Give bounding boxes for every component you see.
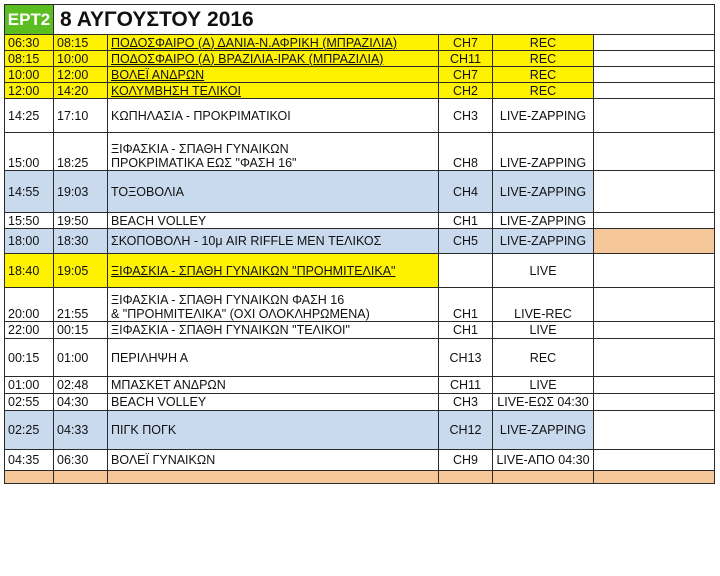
program-title-cell [108,377,439,394]
end-time-cell: 04:33 [54,411,108,450]
program-title-line: ΞΙΦΑΣΚΙΑ - ΣΠΑΘΗ ΓΥΝΑΙΚΩΝ ΦΑΣΗ 16 [111,293,345,307]
start-time-cell: 02:25 [5,411,54,450]
channel-cell: CH7 [439,67,493,83]
notes-cell [594,213,715,229]
schedule-row [5,394,715,411]
channel-cell: CH9 [439,450,493,471]
end-time-cell: 01:00 [54,339,108,377]
start-time-cell: 15:50 [5,213,54,229]
notes-cell [594,171,715,213]
notes-cell [594,67,715,83]
program-title-cell [108,35,439,51]
channel-cell: CH1 [439,288,493,322]
status-cell: LIVE-REC [493,288,594,322]
program-title-cell [108,229,439,254]
program-title-cell [108,339,439,377]
status-cell: LIVE-ZAPPING [493,229,594,254]
channel-cell: CH11 [439,377,493,394]
program-title-line: ΒΟΛΕΪ ΑΝΔΡΩΝ [111,67,205,82]
program-title-line: ΠΟΔΟΣΦΑΙΡΟ (Α) ΔΑΝΙΑ-Ν.ΑΦΡΙΚΗ (ΜΠΡΑΖΙΛΙΑ) [111,35,397,50]
start-time-cell: 10:00 [5,67,54,83]
program-title-line: ΠΟΔΟΣΦΑΙΡΟ (Α) ΒΡΑΖΙΛΙΑ-ΙΡΑΚ (ΜΠΡΑΖΙΛΙΑ) [111,51,384,66]
program-title-cell [108,254,439,288]
end-time-cell: 19:50 [54,213,108,229]
footer-cell [493,471,594,484]
notes-cell [594,411,715,450]
notes-cell [594,133,715,171]
end-time-cell: 18:25 [54,133,108,171]
channel-logo: ΕΡΤ2 [5,5,54,35]
program-title-line: ΠΡΟΚΡΙΜΑΤΙΚΑ ΕΩΣ "ΦΑΣΗ 16" [111,156,297,170]
end-time-cell: 19:03 [54,171,108,213]
schedule-sheet [4,4,714,484]
channel-cell: CH5 [439,229,493,254]
program-title-line: ΣΚΟΠΟΒΟΛΗ - 10μ AIR RIFFLE MEN ΤΕΛΙΚΟΣ [111,234,382,248]
end-time-cell: 18:30 [54,229,108,254]
program-title-cell [108,322,439,339]
schedule-row [5,51,715,67]
footer-cell [594,471,715,484]
program-title-line: BEACH VOLLEY [111,395,207,409]
program-title-cell [108,67,439,83]
start-time-cell: 15:00 [5,133,54,171]
start-time-cell: 08:15 [5,51,54,67]
program-title-cell [108,450,439,471]
status-cell: LIVE [493,322,594,339]
footer-cell [5,471,54,484]
program-title-line: ΜΠΑΣΚΕΤ ΑΝΔΡΩΝ [111,378,226,392]
status-cell: REC [493,67,594,83]
program-title-cell [108,83,439,99]
status-cell: LIVE-ZAPPING [493,133,594,171]
notes-cell [594,254,715,288]
start-time-cell: 02:55 [5,394,54,411]
status-cell: LIVE-ZAPPING [493,411,594,450]
status-cell: REC [493,35,594,51]
status-cell: LIVE-ΕΩΣ 04:30 [493,394,594,411]
schedule-row [5,99,715,133]
channel-cell: CH1 [439,213,493,229]
schedule-table [4,4,715,484]
start-time-cell: 22:00 [5,322,54,339]
program-title-line: & "ΠΡΟΗΜΙΤΕΛΙΚΑ" (ΟΧΙ ΟΛΟΚΛΗΡΩΜΕΝΑ) [111,307,370,321]
start-time-cell: 14:55 [5,171,54,213]
program-title-cell [108,51,439,67]
program-title-cell [108,394,439,411]
schedule-row [5,133,715,171]
schedule-row [5,213,715,229]
start-time-cell: 12:00 [5,83,54,99]
start-time-cell: 20:00 [5,288,54,322]
start-time-cell: 04:35 [5,450,54,471]
schedule-row [5,377,715,394]
footer-row [5,471,715,484]
channel-cell: CH3 [439,99,493,133]
end-time-cell: 04:30 [54,394,108,411]
end-time-cell: 14:20 [54,83,108,99]
program-title-line: ΠΙΓΚ ΠΟΓΚ [111,423,177,437]
channel-cell: CH8 [439,133,493,171]
schedule-row [5,450,715,471]
end-time-cell: 06:30 [54,450,108,471]
start-time-cell: 14:25 [5,99,54,133]
program-title-cell [108,288,439,322]
schedule-row [5,229,715,254]
program-title-cell [108,99,439,133]
schedule-row [5,171,715,213]
program-title-cell [108,411,439,450]
channel-cell: CH7 [439,35,493,51]
channel-cell: CH12 [439,411,493,450]
channel-cell: CH4 [439,171,493,213]
end-time-cell: 17:10 [54,99,108,133]
status-cell: REC [493,83,594,99]
program-title-line: ΒΟΛΕΪ ΓΥΝΑΙΚΩΝ [111,453,216,467]
start-time-cell: 00:15 [5,339,54,377]
program-title-line: ΤΟΞΟΒΟΛΙΑ [111,184,184,199]
notes-cell [594,51,715,67]
notes-cell [594,339,715,377]
channel-cell [439,254,493,288]
program-title-cell [108,133,439,171]
schedule-date: 8 ΑΥΓΟΥΣΤΟΥ 2016 [54,5,715,35]
channel-cell: CH13 [439,339,493,377]
program-title-line: ΚΩΠΗΛΑΣΙΑ - ΠΡΟΚΡΙΜΑΤΙΚΟΙ [111,108,291,123]
notes-cell [594,99,715,133]
program-title-line: ΚΟΛΥΜΒΗΣΗ ΤΕΛΙΚΟΙ [111,83,241,98]
status-cell: REC [493,51,594,67]
status-cell: REC [493,339,594,377]
status-cell: LIVE-ZAPPING [493,171,594,213]
notes-cell [594,322,715,339]
footer-cell [54,471,108,484]
notes-cell [594,450,715,471]
start-time-cell: 18:40 [5,254,54,288]
status-cell: LIVE [493,377,594,394]
start-time-cell: 01:00 [5,377,54,394]
schedule-row [5,67,715,83]
program-title-line: ΞΙΦΑΣΚΙΑ - ΣΠΑΘΗ ΓΥΝΑΙΚΩΝ "ΤΕΛΙΚΟΙ" [111,323,350,337]
status-cell: LIVE-ZAPPING [493,213,594,229]
schedule-row [5,254,715,288]
status-cell: LIVE-ZAPPING [493,99,594,133]
end-time-cell: 00:15 [54,322,108,339]
program-title-cell [108,213,439,229]
end-time-cell: 10:00 [54,51,108,67]
notes-cell [594,229,715,254]
channel-cell: CH2 [439,83,493,99]
start-time-cell: 06:30 [5,35,54,51]
end-time-cell: 08:15 [54,35,108,51]
schedule-row [5,339,715,377]
program-title-line: BEACH VOLLEY [111,213,207,228]
notes-cell [594,377,715,394]
status-cell: LIVE [493,254,594,288]
header-row [5,5,715,35]
channel-cell: CH3 [439,394,493,411]
schedule-row [5,411,715,450]
schedule-row [5,35,715,51]
footer-cell [439,471,493,484]
footer-cell [108,471,439,484]
program-title-line: ΞΙΦΑΣΚΙΑ - ΣΠΑΘΗ ΓΥΝΑΙΚΩΝ [111,142,289,156]
end-time-cell: 02:48 [54,377,108,394]
notes-cell [594,394,715,411]
schedule-row [5,288,715,322]
end-time-cell: 21:55 [54,288,108,322]
end-time-cell: 19:05 [54,254,108,288]
notes-cell [594,35,715,51]
channel-cell: CH11 [439,51,493,67]
notes-cell [594,288,715,322]
end-time-cell: 12:00 [54,67,108,83]
schedule-row [5,83,715,99]
status-cell: LIVE-ΑΠΟ 04:30 [493,450,594,471]
schedule-row [5,322,715,339]
start-time-cell: 18:00 [5,229,54,254]
channel-cell: CH1 [439,322,493,339]
notes-cell [594,83,715,99]
program-title-line: ΠΕΡΙΛΗΨΗ Α [111,350,189,365]
program-title-cell [108,171,439,213]
program-title-line: ΞΙΦΑΣΚΙΑ - ΣΠΑΘΗ ΓΥΝΑΙΚΩΝ "ΠΡΟΗΜΙΤΕΛΙΚΑ" [111,263,396,278]
